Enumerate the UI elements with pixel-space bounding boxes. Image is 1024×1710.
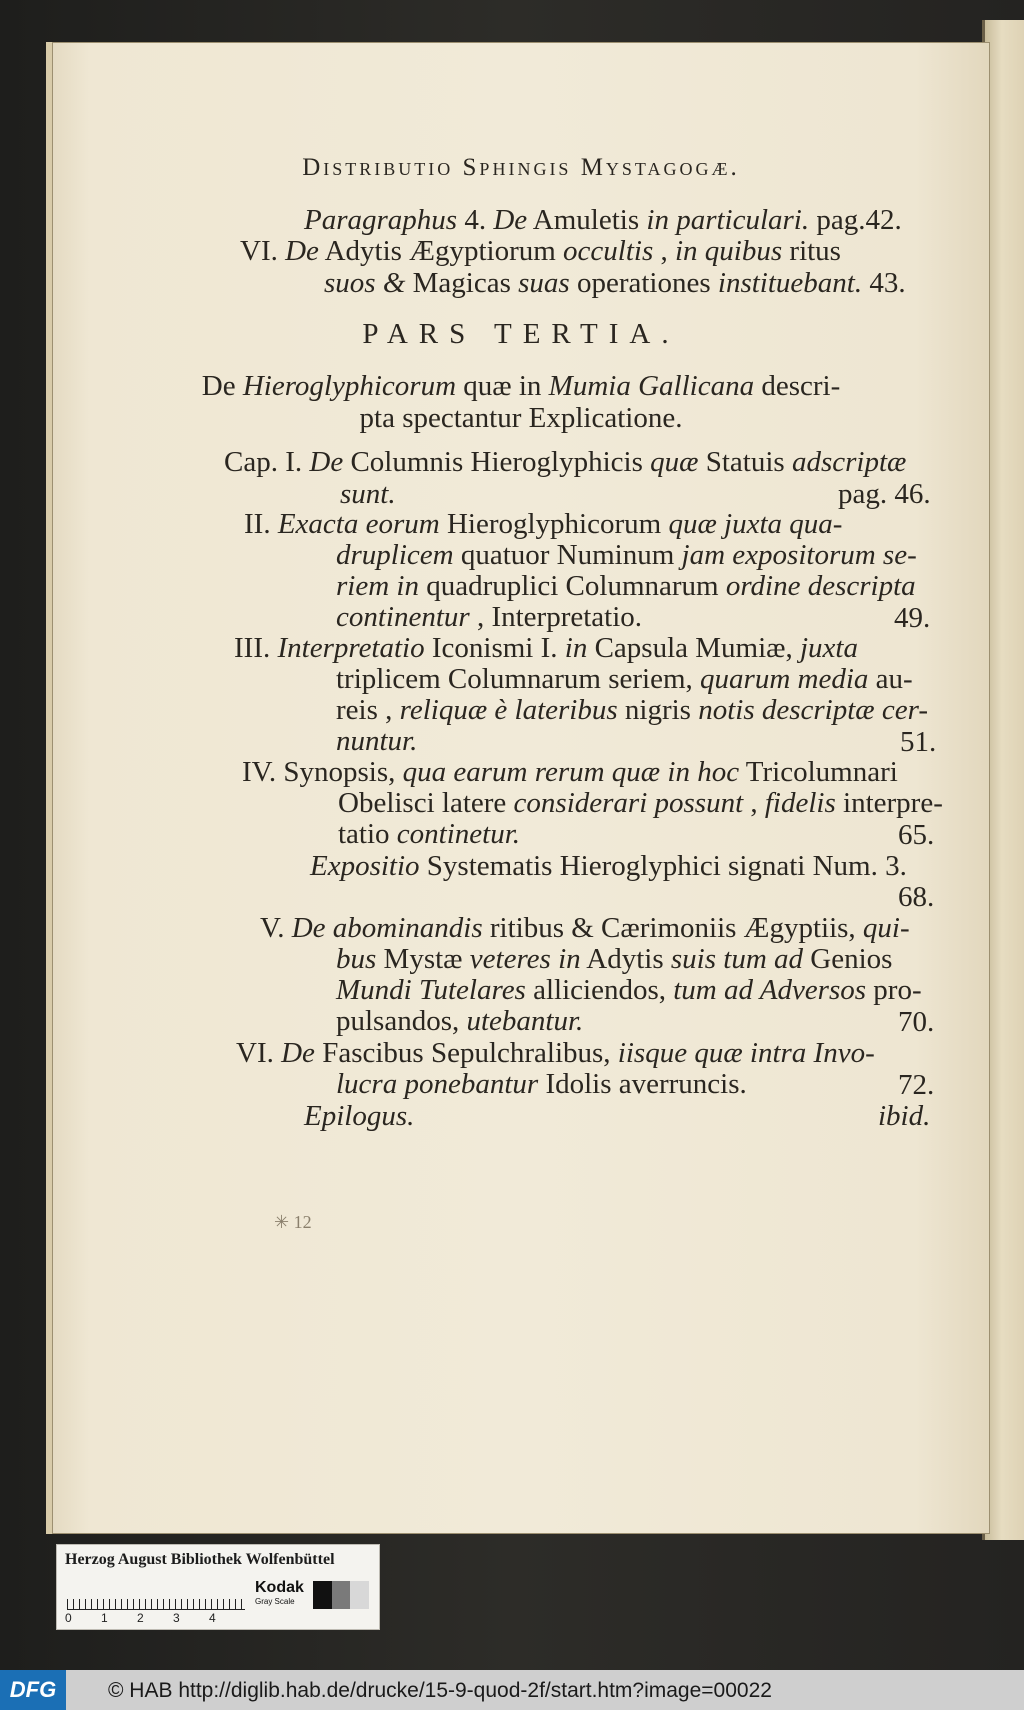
toc-text: utebantur. <box>466 1005 584 1037</box>
toc-text: Tricolumnari <box>739 756 898 788</box>
signature-mark: ✳ 12 <box>274 1212 312 1232</box>
footer-credit-link[interactable]: © HAB http://diglib.hab.de/drucke/15-9-quod-2f/start.htm?image=00022 <box>108 1679 772 1702</box>
ruler-number: 1 <box>101 1611 108 1625</box>
gray-swatch <box>350 1581 369 1609</box>
library-color-label <box>56 1544 380 1630</box>
toc-line <box>234 632 858 664</box>
toc-text: Fascibus Sepulchralibus, <box>314 1037 618 1069</box>
toc-text: sunt. <box>340 478 396 510</box>
toc-text: De <box>285 235 319 267</box>
toc-text: Amuletis <box>527 204 647 236</box>
toc-line <box>244 508 842 540</box>
toc-text: De abominandis <box>291 912 483 944</box>
toc-text: pta spectantur Explicatione. <box>359 402 683 434</box>
toc-text: continentur <box>336 601 470 633</box>
toc-text: Columnis Hieroglyphicis <box>343 446 651 478</box>
library-name: Herzog August Bibliothek Wolfenbüttel <box>65 1551 335 1568</box>
ruler-scale <box>67 1589 245 1610</box>
toc-text: III. <box>234 632 278 664</box>
toc-line <box>310 850 907 882</box>
page-number: 72. <box>898 1069 935 1101</box>
toc-text: quatuor Numinum <box>453 539 682 571</box>
toc-line <box>52 402 990 434</box>
toc-text: ordine descripta <box>725 570 916 602</box>
gray-swatch <box>332 1581 351 1609</box>
ruler-number: 0 <box>65 1611 72 1625</box>
toc-text: reis , <box>336 694 400 726</box>
toc-text: quæ <box>650 446 699 478</box>
book-page <box>46 42 990 1534</box>
toc-text: ritibus & Cærimoniis Ægyptiis, <box>482 912 863 944</box>
toc-text: descri- <box>754 370 841 402</box>
toc-text: tatio <box>338 818 397 850</box>
toc-text: Epilogus. <box>304 1100 415 1132</box>
toc-text: suas <box>518 267 570 299</box>
toc-text: Mundi Tutelares <box>336 974 526 1006</box>
toc-text: instituebant. <box>717 267 863 299</box>
toc-text: juxta <box>800 632 858 664</box>
toc-text: nigris <box>617 694 699 726</box>
toc-text: Systematis Hieroglyphici signati Num. 3. <box>419 850 907 882</box>
toc-text: considerari possunt <box>513 787 744 819</box>
toc-text: Adytis Ægyptiorum <box>318 235 564 267</box>
footer-bar <box>0 1670 1024 1710</box>
toc-line <box>304 1100 414 1132</box>
toc-line <box>336 974 922 1006</box>
toc-text: suis tum ad <box>670 943 804 975</box>
toc-text: pag.42. <box>809 204 902 236</box>
toc-text: VI. <box>236 1037 282 1069</box>
toc-text: veteres in <box>469 943 581 975</box>
ruler-number: 3 <box>173 1611 180 1625</box>
toc-text: Expositio <box>310 850 420 882</box>
toc-text: Idolis averruncis. <box>538 1068 747 1100</box>
page-number: 65. <box>898 819 935 851</box>
toc-line <box>336 725 417 757</box>
toc-text: riem in <box>336 570 419 602</box>
toc-text: , <box>653 235 675 267</box>
toc-text: adscriptæ <box>791 446 907 478</box>
toc-line <box>336 1068 747 1100</box>
toc-line <box>340 478 396 510</box>
toc-line <box>242 756 898 788</box>
toc-text: quadruplici Columnarum <box>418 570 726 602</box>
toc-line <box>336 570 916 602</box>
toc-text: Hieroglyphicorum <box>242 370 457 402</box>
toc-text: notis descriptæ cer- <box>698 694 928 726</box>
toc-text: fidelis <box>764 787 836 819</box>
toc-text: au- <box>868 663 913 695</box>
kodak-brand: Kodak <box>255 1579 304 1596</box>
toc-text: , Interpretatio. <box>469 601 643 633</box>
toc-text: quæ juxta qua- <box>668 508 843 540</box>
toc-text: iisque quæ intra Invo- <box>617 1037 875 1069</box>
toc-text: occultis <box>563 235 654 267</box>
toc-text: tum ad Adversos <box>673 974 867 1006</box>
toc-text: interpre- <box>835 787 943 819</box>
toc-text: Hieroglyphicorum <box>439 508 669 540</box>
toc-text: pulsandos, <box>336 1005 467 1037</box>
toc-text: Mumia Gallicana <box>548 370 755 402</box>
toc-text: pro- <box>866 974 922 1006</box>
toc-text: 43. <box>862 267 906 299</box>
toc-text: De <box>201 370 243 402</box>
toc-text: VI. <box>240 235 286 267</box>
running-head: Distributio Sphingis Mystagogæ. <box>302 154 740 181</box>
toc-text: quarum media <box>700 663 869 695</box>
toc-text: jam expositorum se- <box>681 539 917 571</box>
toc-text: druplicem <box>336 539 454 571</box>
toc-text: Interpretatio <box>277 632 425 664</box>
toc-text: Obelisci latere <box>338 787 514 819</box>
toc-text: Exacta eorum <box>277 508 440 540</box>
toc-line <box>336 1005 583 1037</box>
toc-line <box>338 787 943 819</box>
toc-text: Paragraphus <box>304 204 458 236</box>
page-number: pag. 46. <box>838 478 931 510</box>
toc-text: Statuis <box>698 446 792 478</box>
toc-text: in <box>564 632 588 664</box>
toc-text: quæ in <box>456 370 549 402</box>
toc-line <box>338 818 520 850</box>
toc-line <box>336 663 913 695</box>
toc-text: bus <box>336 943 377 975</box>
page-number: 49. <box>894 602 931 634</box>
toc-text: lucra ponebantur <box>336 1068 539 1100</box>
toc-text: Mystæ <box>376 943 470 975</box>
toc-text: De <box>493 204 528 236</box>
section-heading: PARS TERTIA. <box>362 318 680 350</box>
gray-scale-caption: Gray Scale <box>255 1597 295 1606</box>
toc-line <box>324 267 906 299</box>
toc-line <box>240 235 841 267</box>
toc-line <box>224 446 906 478</box>
toc-line <box>336 539 917 571</box>
toc-text: V. <box>260 912 292 944</box>
toc-text: triplicem Columnarum seriem, <box>336 663 701 695</box>
toc-text: Synopsis, <box>283 756 403 788</box>
toc-text: De <box>309 446 344 478</box>
toc-text: suos & <box>324 267 413 299</box>
toc-text: Adytis <box>580 943 671 975</box>
toc-text: nuntur. <box>336 725 418 757</box>
ruler-number: 4 <box>209 1611 216 1625</box>
toc-line <box>336 694 928 726</box>
toc-text: Iconismi I. <box>424 632 565 664</box>
page-number: ibid. <box>878 1100 931 1132</box>
toc-text: alliciendos, <box>525 974 674 1006</box>
toc-text: Genios <box>803 943 893 975</box>
toc-text: operationes <box>569 267 718 299</box>
toc-line <box>236 1037 875 1069</box>
toc-text: Magicas <box>412 267 519 299</box>
gray-swatches <box>313 1581 369 1609</box>
toc-line <box>336 943 892 975</box>
toc-text: IV. <box>242 756 284 788</box>
toc-text: qua earum rerum quæ in hoc <box>402 756 740 788</box>
toc-text: , <box>743 787 765 819</box>
toc-text: reliquæ è lateribus <box>399 694 618 726</box>
toc-text: qui- <box>862 912 910 944</box>
toc-text: De <box>281 1037 315 1069</box>
toc-line <box>260 912 910 944</box>
page-number: 68. <box>898 881 935 913</box>
toc-text: 4. <box>457 204 494 236</box>
page-number: 70. <box>898 1006 935 1038</box>
toc-text: continetur. <box>396 818 521 850</box>
dfg-logo[interactable]: DFG <box>0 1670 66 1710</box>
toc-text: Cap. I. <box>224 446 310 478</box>
toc-line <box>304 204 902 236</box>
toc-text: II. <box>244 508 278 540</box>
toc-line <box>336 601 642 633</box>
toc-text: in particulari. <box>646 204 810 236</box>
gray-swatch <box>313 1581 332 1609</box>
toc-text: Capsula Mumiæ, <box>587 632 800 664</box>
ruler-number: 2 <box>137 1611 144 1625</box>
page-number: 51. <box>900 726 937 758</box>
toc-text: ritus <box>782 235 841 267</box>
toc-text: in quibus <box>675 235 783 267</box>
toc-line <box>52 370 990 402</box>
